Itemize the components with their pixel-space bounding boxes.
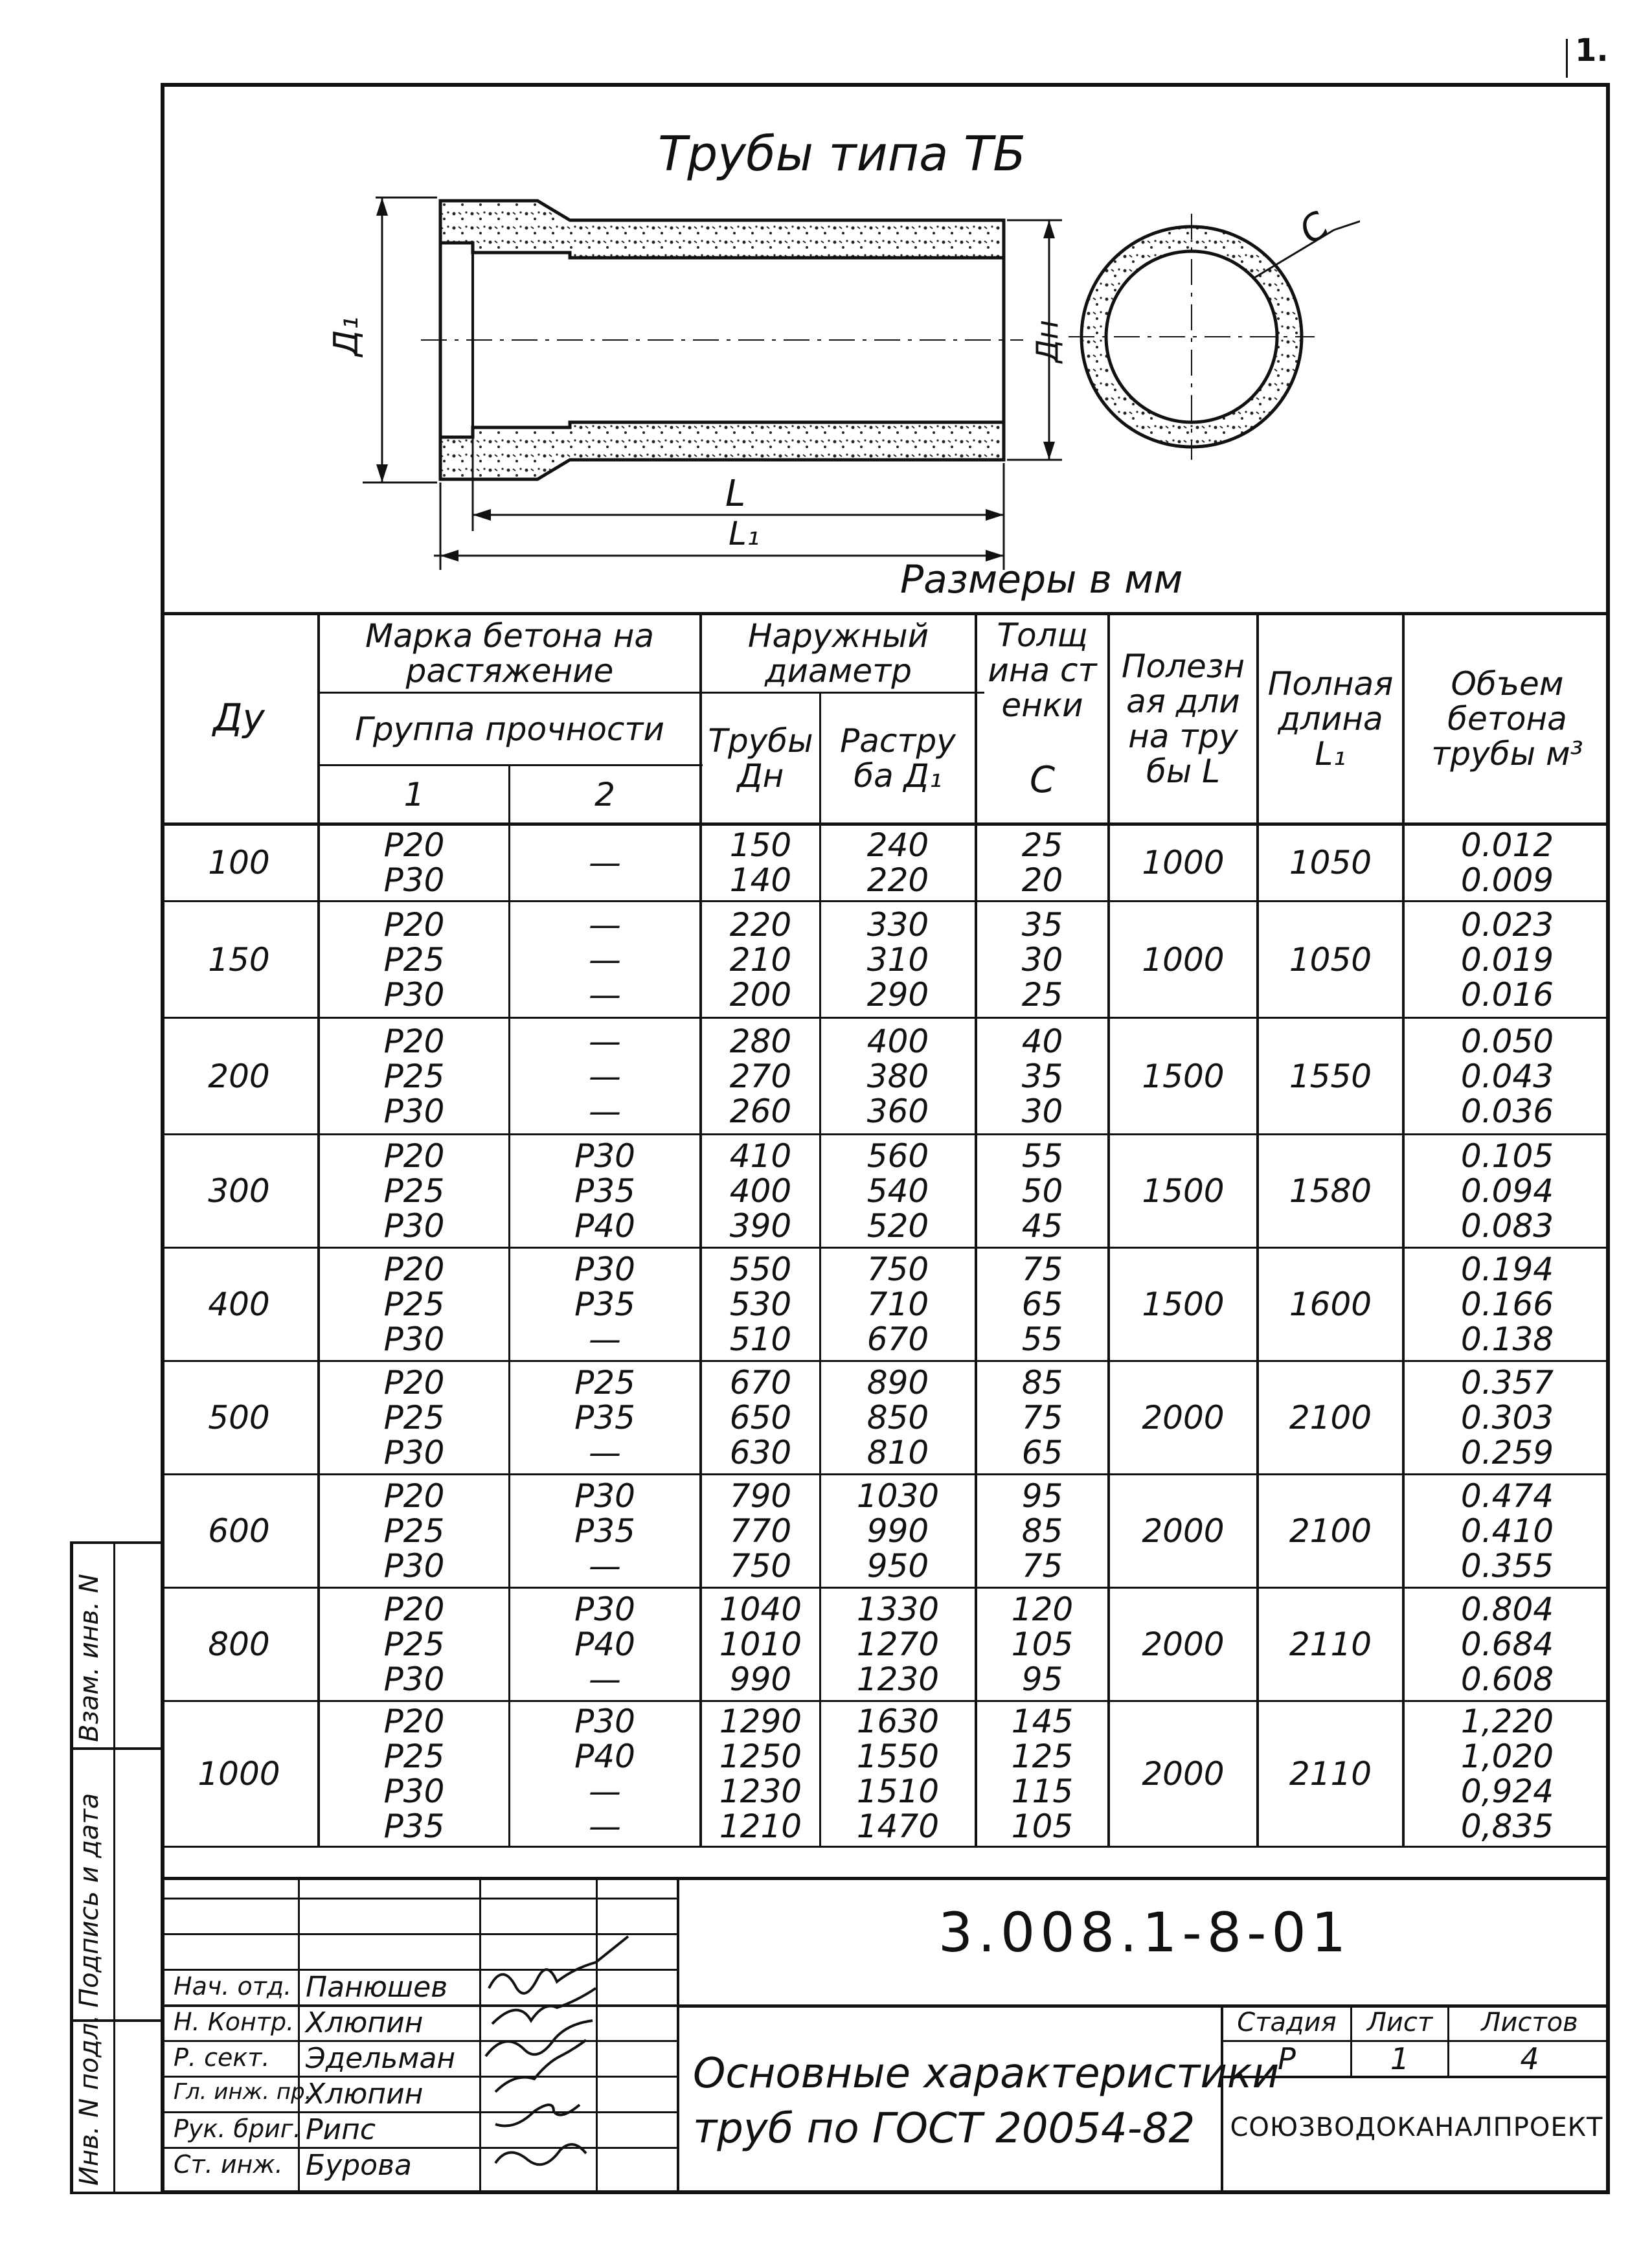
- header-grade: Марка бетона на растяжение: [365, 617, 655, 690]
- stamp-replacement-inv: Взам. инв. N: [74, 1574, 104, 1742]
- cell-g1: Р20 Р25 Р30: [383, 1251, 445, 1358]
- sheet-value: 1: [1390, 2041, 1410, 2076]
- cell-d1: 750 710 670: [866, 1251, 929, 1358]
- role-chief-engineer: Гл. инж. пр.: [174, 2079, 312, 2105]
- cell-d1: 400 380 360: [866, 1022, 929, 1130]
- organization-name: СОЮЗВОДОКАНАЛПРОЕКТ: [1230, 2113, 1603, 2142]
- header-dy: Ду: [213, 695, 265, 740]
- cell-c: 75 65 55: [1021, 1251, 1063, 1358]
- header-outer-diameter: Наружный диаметр: [747, 617, 929, 690]
- cell-l1: 2110: [1289, 1755, 1372, 1793]
- cell-dn: 790 770 750: [729, 1477, 792, 1585]
- label-l1: L₁: [729, 515, 760, 552]
- page-number: 1.: [1575, 32, 1609, 69]
- role-sector-head: Р. сект.: [174, 2043, 270, 2072]
- cell-v: 0.804 0.684 0.608: [1460, 1591, 1554, 1698]
- cell-l1: 2100: [1289, 1512, 1372, 1550]
- cell-dn: 150 140: [729, 826, 792, 899]
- cell-dn: 220 210 200: [729, 905, 792, 1014]
- cell-g2: Р30 Р40 —: [574, 1591, 635, 1698]
- cell-d1: 1330 1270 1230: [856, 1591, 940, 1698]
- cell-l1: 1050: [1289, 940, 1372, 979]
- cell-dy: 500: [208, 1399, 270, 1436]
- cell-g1: Р20 Р25 Р30: [383, 1022, 445, 1130]
- cell-v: 0.105 0.094 0.083: [1460, 1137, 1554, 1245]
- stage-value: Р: [1278, 2041, 1296, 2076]
- pipe-top-wall: [440, 201, 1004, 258]
- header-useful-length: Полезная длина трубы L: [1121, 648, 1245, 790]
- name-head-dept: Панюшев: [306, 1971, 448, 2004]
- cell-l: 1000: [1142, 843, 1225, 881]
- cell-v: 0.194 0.166 0.138: [1460, 1251, 1554, 1358]
- cell-d1: 240 220: [866, 826, 929, 899]
- cell-g1: Р20 Р30: [383, 826, 445, 899]
- drawing-title: Трубы типа ТБ: [658, 126, 1026, 182]
- name-senior-engineer: Бурова: [306, 2149, 412, 2182]
- sheet-label: Лист: [1366, 2008, 1433, 2037]
- cell-l1: 1550: [1289, 1057, 1372, 1095]
- cell-v: 0.357 0.303 0.259: [1460, 1364, 1554, 1471]
- units-note: Размеры в мм: [900, 557, 1183, 602]
- label-l: L: [725, 473, 746, 515]
- cell-dy: 200: [208, 1057, 270, 1095]
- cell-c: 85 75 65: [1021, 1364, 1063, 1471]
- stamp-original-inv: Инв. N подл.: [74, 2014, 104, 2186]
- header-wall-c: С: [1029, 759, 1056, 801]
- cell-g1: Р20 Р25 Р30 Р35: [383, 1703, 445, 1845]
- label-c: С: [1291, 203, 1337, 253]
- cell-v: 1,220 1,020 0,924 0,835: [1460, 1703, 1554, 1845]
- header-wall: Толщина стенки: [988, 617, 1097, 724]
- name-sector-head: Эдельман: [306, 2042, 456, 2075]
- cell-l1: 2110: [1289, 1626, 1372, 1663]
- cell-l: 1000: [1142, 940, 1225, 979]
- header-socket-d1: Раструба Д₁: [840, 721, 956, 795]
- cell-dy: 600: [208, 1512, 270, 1550]
- pipe-bottom-wall: [440, 422, 1004, 479]
- cell-dn: 1290 1250 1230 1210: [719, 1703, 802, 1845]
- cell-g2: — — —: [589, 1022, 621, 1130]
- cell-d1: 330 310 290: [866, 905, 929, 1014]
- role-head-dept: Нач. отд.: [174, 1972, 292, 2001]
- sheets-total: 4: [1520, 2041, 1539, 2076]
- cell-g1: Р20 Р25 Р30: [383, 1364, 445, 1471]
- header-full-length: Полная длина L₁: [1267, 665, 1394, 773]
- cell-v: 0.050 0.043 0.036: [1460, 1022, 1554, 1130]
- cell-g1: Р20 Р25 Р30: [383, 1137, 445, 1245]
- cell-dn: 670 650 630: [729, 1364, 792, 1471]
- label-d1: Д₁: [327, 316, 366, 356]
- cell-l: 2000: [1142, 1755, 1225, 1793]
- pipe-drawing: [324, 181, 1360, 596]
- sheets-label: Листов: [1481, 2008, 1578, 2037]
- cell-l: 2000: [1142, 1626, 1225, 1663]
- cell-dn: 410 400 390: [729, 1137, 792, 1245]
- cell-d1: 1030 990 950: [856, 1477, 940, 1585]
- cell-g2: Р30 Р35 —: [574, 1251, 635, 1358]
- cell-l: 1500: [1142, 1286, 1225, 1323]
- cell-d1: 890 850 810: [866, 1364, 929, 1471]
- role-senior-engineer: Ст. инж.: [174, 2150, 283, 2179]
- cell-g2: —: [589, 843, 621, 881]
- cell-v: 0.023 0.019 0.016: [1460, 905, 1554, 1014]
- header-strength-group: Группа прочности: [354, 710, 665, 748]
- cell-c: 40 35 30: [1021, 1022, 1063, 1130]
- cell-dy: 100: [208, 843, 270, 881]
- cell-l1: 1580: [1289, 1172, 1372, 1210]
- signatures: [482, 1917, 677, 2192]
- cell-g2: Р30 Р35 —: [574, 1477, 635, 1585]
- cell-c: 35 30 25: [1021, 905, 1063, 1014]
- cell-l: 1500: [1142, 1172, 1225, 1210]
- cell-dy: 800: [208, 1626, 270, 1663]
- header-group-1: 1: [403, 775, 425, 813]
- cell-c: 55 50 45: [1021, 1137, 1063, 1245]
- header-volume: Объем бетона трубы м³: [1431, 665, 1583, 773]
- cell-c: 145 125 115 105: [1011, 1703, 1074, 1845]
- cell-l1: 1600: [1289, 1286, 1372, 1323]
- cell-g1: Р20 Р25 Р30: [383, 905, 445, 1014]
- cell-l: 1500: [1142, 1057, 1225, 1095]
- cell-dn: 1040 1010 990: [719, 1591, 802, 1698]
- label-dn: Дн: [1030, 319, 1065, 363]
- stage-label: Стадия: [1237, 2008, 1337, 2037]
- name-chief-engineer: Хлюпин: [306, 2078, 424, 2111]
- cell-dy: 1000: [198, 1755, 280, 1793]
- name-team-lead: Рипс: [306, 2113, 376, 2146]
- cell-d1: 560 540 520: [866, 1137, 929, 1245]
- cell-l: 2000: [1142, 1512, 1225, 1550]
- cell-l1: 1050: [1289, 843, 1372, 881]
- cell-dy: 150: [208, 940, 270, 979]
- cell-g2: — — —: [589, 905, 621, 1014]
- cell-v: 0.012 0.009: [1460, 826, 1554, 899]
- document-title-line2: труб по ГОСТ 20054-82: [693, 2105, 1195, 2153]
- stamp-signature-date: Подпись и дата: [74, 1793, 104, 2008]
- cell-l: 2000: [1142, 1399, 1225, 1436]
- cell-dy: 300: [208, 1172, 270, 1210]
- cell-g1: Р20 Р25 Р30: [383, 1477, 445, 1585]
- cell-g2: Р25 Р35 —: [574, 1364, 635, 1471]
- document-title-line1: Основные характеристики: [693, 2050, 1280, 2098]
- cell-dn: 550 530 510: [729, 1251, 792, 1358]
- cell-c: 25 20: [1021, 826, 1063, 899]
- role-norm-control: Н. Контр.: [174, 2008, 295, 2036]
- cell-g1: Р20 Р25 Р30: [383, 1591, 445, 1698]
- header-pipe-dn: Трубы Дн: [708, 721, 813, 795]
- cell-dy: 400: [208, 1286, 270, 1323]
- cell-v: 0.474 0.410 0.355: [1460, 1477, 1554, 1585]
- cell-g2: Р30 Р35 Р40: [574, 1137, 635, 1245]
- cell-dn: 280 270 260: [729, 1022, 792, 1130]
- document-code: 3.008.1-8-01: [938, 1901, 1352, 1964]
- page-number-tick: [1566, 39, 1568, 78]
- cell-l1: 2100: [1289, 1399, 1372, 1436]
- role-team-lead: Рук. бриг.: [174, 2115, 301, 2143]
- cell-d1: 1630 1550 1510 1470: [856, 1703, 940, 1845]
- cell-c: 95 85 75: [1021, 1477, 1063, 1585]
- cell-c: 120 105 95: [1011, 1591, 1074, 1698]
- name-norm-control: Хлюпин: [306, 2006, 424, 2039]
- header-group-2: 2: [594, 775, 615, 813]
- cell-g2: Р30 Р40 — —: [574, 1703, 635, 1845]
